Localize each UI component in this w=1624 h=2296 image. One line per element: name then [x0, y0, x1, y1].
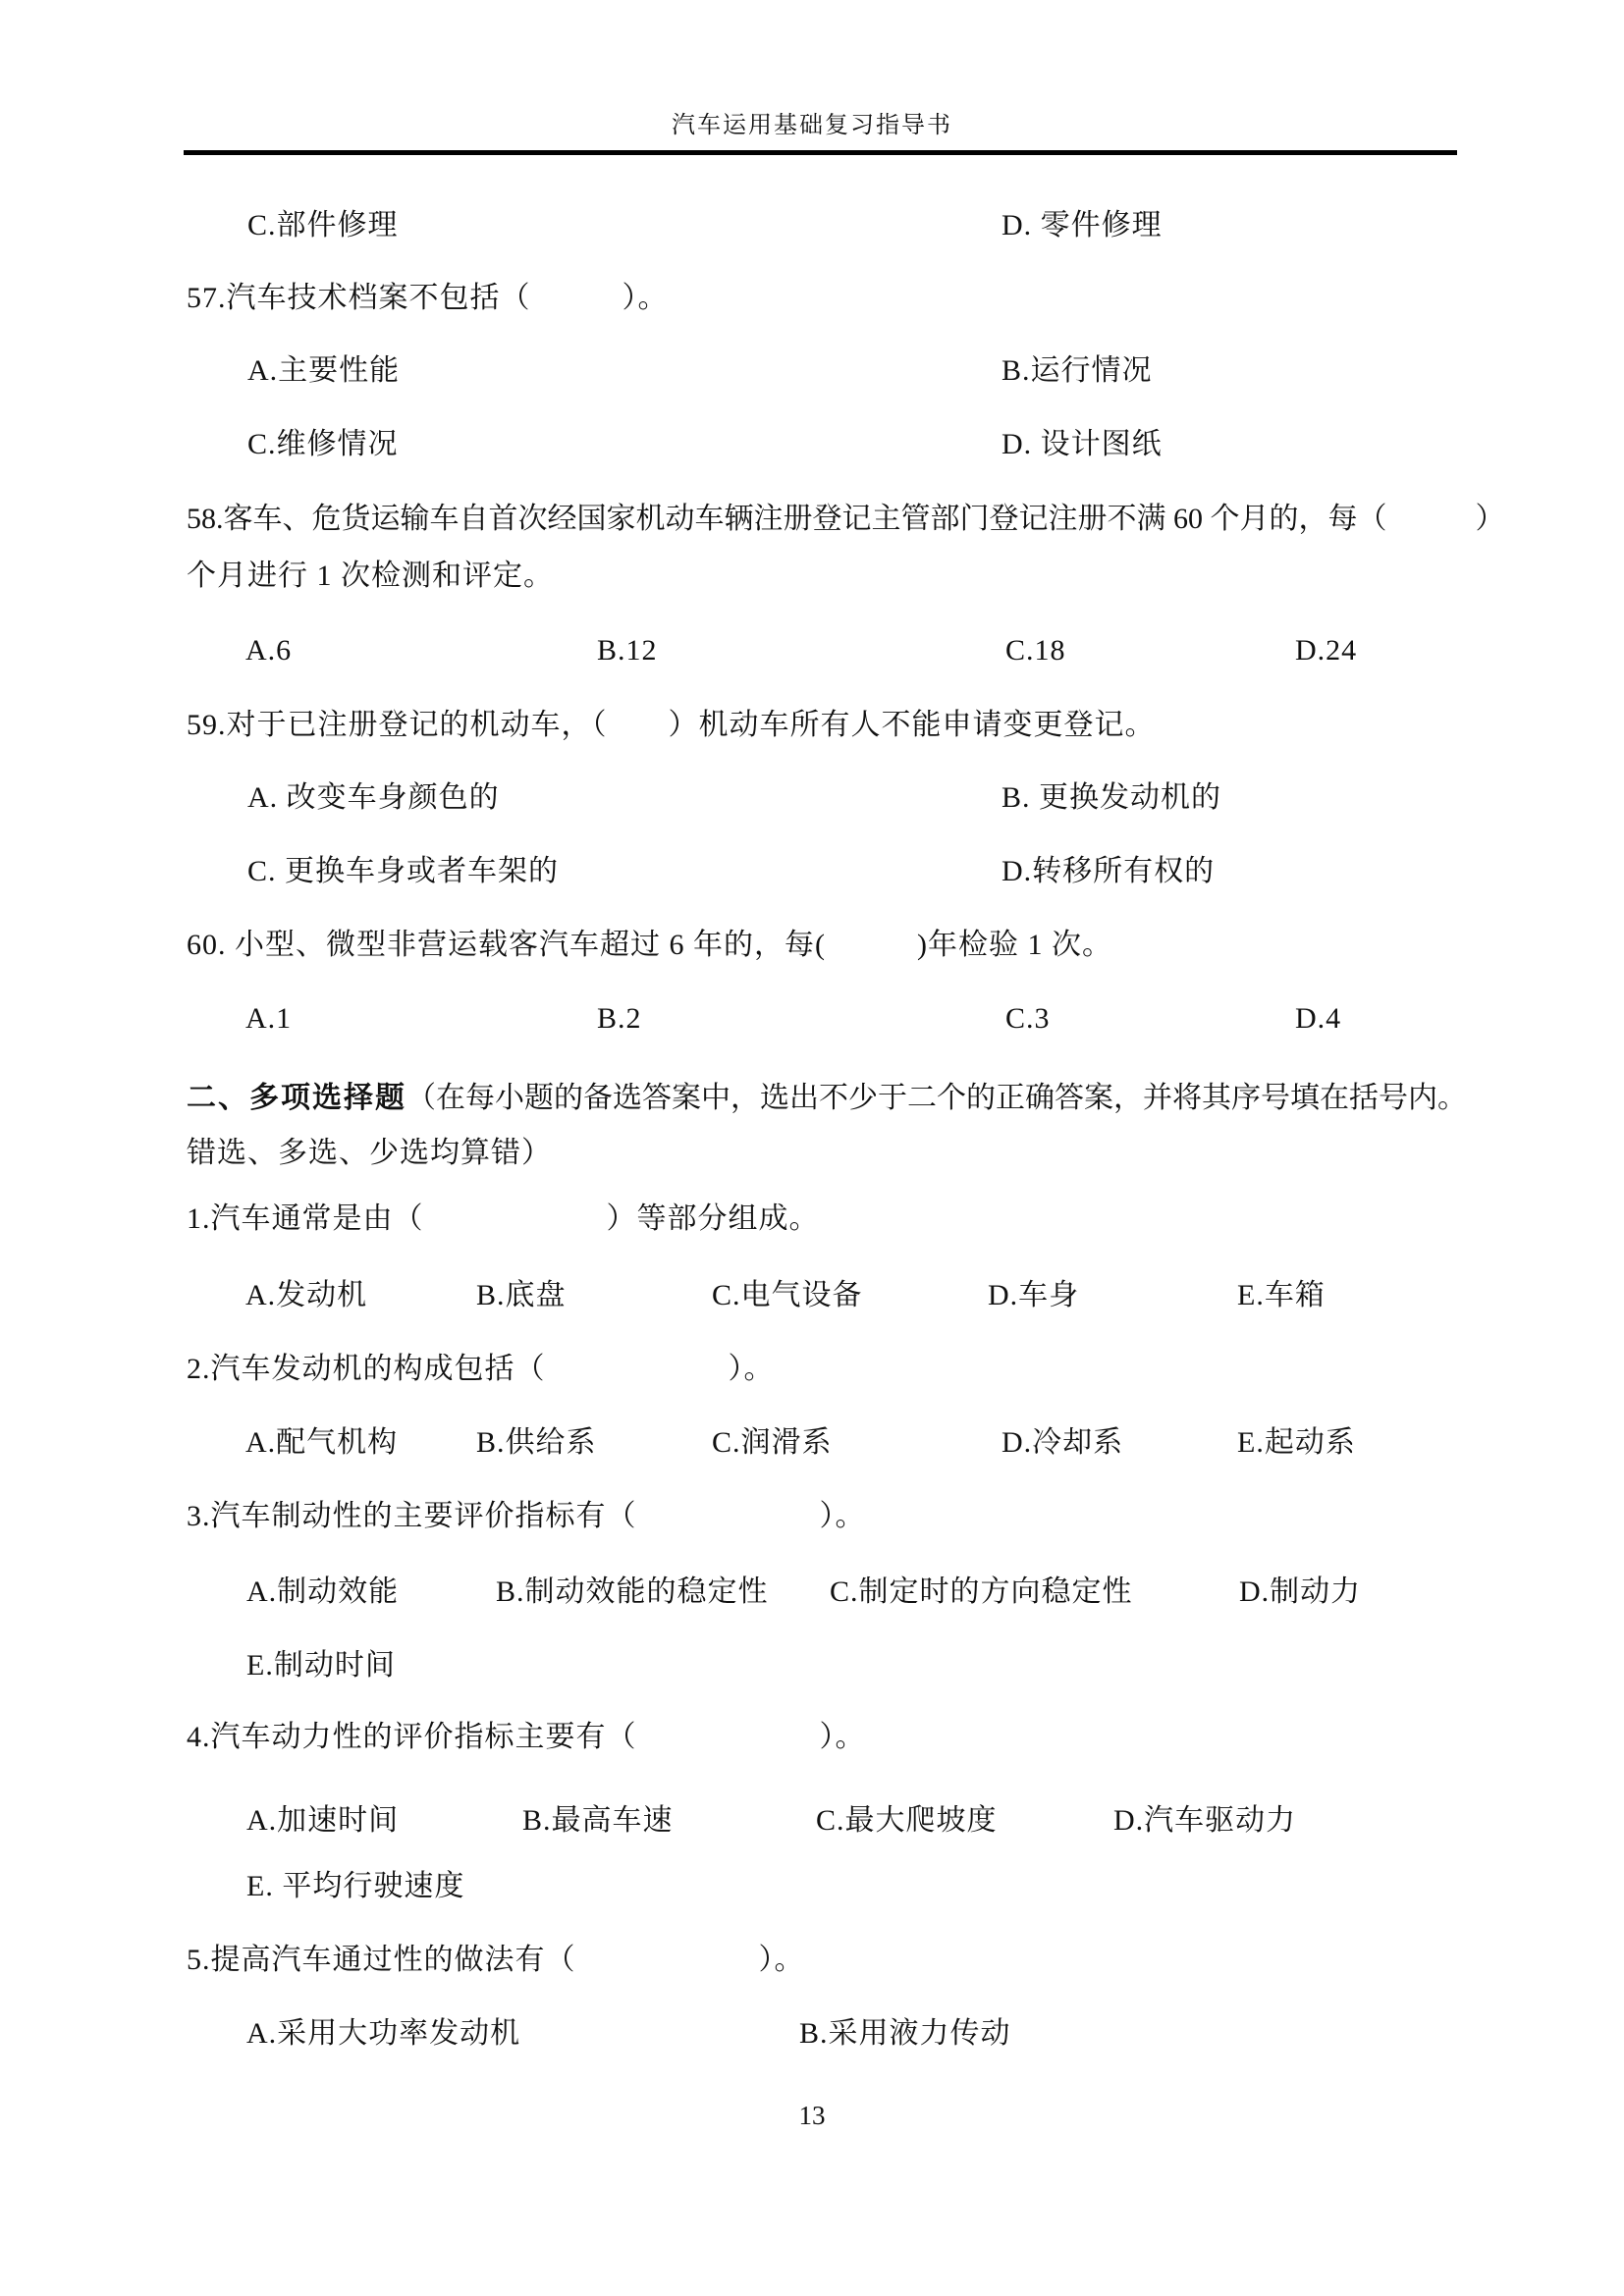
mq4-option-c: C.最大爬坡度 — [816, 1804, 998, 1837]
multi-choice-section-heading — [187, 1079, 1467, 1118]
q58-option-b: B.12 — [597, 634, 658, 667]
mq2-option-c: C.润滑系 — [712, 1426, 833, 1459]
q59-option-a: A. 改变车身颜色的 — [247, 781, 500, 814]
q57-option-b: B.运行情况 — [1001, 354, 1153, 387]
mq4-option-d: D.汽车驱动力 — [1113, 1804, 1297, 1837]
q58-option-c: C.18 — [1005, 634, 1066, 667]
mq3-option-c: C.制定时的方向稳定性 — [830, 1575, 1133, 1608]
mq3-option-e: E.制动时间 — [246, 1649, 396, 1682]
q57-option-c: C.维修情况 — [247, 428, 399, 460]
mq1-option-d: D.车身 — [988, 1279, 1080, 1311]
mq1-option-e: E.车箱 — [1237, 1279, 1326, 1311]
q56-option-c: C.部件修理 — [247, 209, 399, 241]
mq5-text: 5.提高汽车通过性的做法有（ ）。 — [187, 1944, 805, 1976]
multi-choice-section-instructions-line2: 错选、多选、少选均算错） — [187, 1137, 552, 1169]
q58-option-d: D.24 — [1295, 634, 1358, 667]
q60-option-a: A.1 — [245, 1002, 293, 1035]
mq1-option-c: C.电气设备 — [712, 1279, 863, 1311]
q58-text-line1: 58.客车、危货运输车自首次经国家机动车辆注册登记主管部门登记注册不满 60 个月的，每（ ） — [187, 503, 1505, 535]
mq4-text: 4.汽车动力性的评价指标主要有（ ）。 — [187, 1721, 866, 1753]
mq3-option-a: A.制动效能 — [246, 1575, 400, 1608]
q59-option-c: C. 更换车身或者车架的 — [247, 855, 560, 887]
q59-option-b: B. 更换发动机的 — [1001, 781, 1222, 814]
q58-option-a: A.6 — [245, 634, 293, 667]
mq2-option-e: E.起动系 — [1237, 1426, 1356, 1459]
mq4-option-e: E. 平均行驶速度 — [246, 1870, 465, 1902]
mq3-text: 3.汽车制动性的主要评价指标有（ ）。 — [187, 1500, 866, 1532]
mq5-option-a: A.采用大功率发动机 — [246, 2017, 521, 2050]
mq2-option-a: A.配气机构 — [245, 1426, 399, 1459]
mq3-option-b: B.制动效能的稳定性 — [496, 1575, 769, 1608]
q60-option-c: C.3 — [1005, 1002, 1051, 1035]
mq3-option-d: D.制动力 — [1239, 1575, 1362, 1608]
q60-text: 60. 小型、微型非营运载客汽车超过 6 年的，每( )年检验 1 次。 — [187, 929, 1112, 961]
mq1-option-b: B.底盘 — [476, 1279, 567, 1311]
mq2-option-b: B.供给系 — [476, 1426, 597, 1459]
q60-option-d: D.4 — [1295, 1002, 1342, 1035]
q57-option-d: D. 设计图纸 — [1001, 428, 1163, 460]
multi-choice-section-instructions: （在每小题的备选答案中，选出不少于二个的正确答案，并将其序号填在括号内。 — [406, 1082, 1467, 1114]
q58-text-line2: 个月进行 1 次检测和评定。 — [187, 560, 554, 592]
q56-option-d: D. 零件修理 — [1001, 209, 1163, 241]
page-number: 13 — [798, 2101, 826, 2130]
mq4-option-b: B.最高车速 — [522, 1804, 674, 1837]
mq2-option-d: D.冷却系 — [1001, 1426, 1124, 1459]
mq1-option-a: A.发动机 — [245, 1279, 368, 1311]
q59-option-d: D.转移所有权的 — [1001, 855, 1216, 887]
q57-option-a: A.主要性能 — [247, 354, 401, 387]
mq4-option-a: A.加速时间 — [246, 1804, 400, 1837]
mq2-text: 2.汽车发动机的构成包括（ ）。 — [187, 1353, 775, 1385]
header-rule — [184, 150, 1457, 155]
q59-text: 59.对于已注册登记的机动车，（ ）机动车所有人不能申请变更登记。 — [187, 709, 1156, 741]
multi-choice-section-title: 二、多项选择题 — [187, 1082, 406, 1114]
q60-option-b: B.2 — [597, 1002, 642, 1035]
page-header-title: 汽车运用基础复习指导书 — [672, 113, 952, 138]
mq1-text: 1.汽车通常是由（ ）等部分组成。 — [187, 1202, 820, 1235]
q57-text: 57.汽车技术档案不包括（ ）。 — [187, 282, 669, 314]
mq5-option-b: B.采用液力传动 — [799, 2017, 1011, 2050]
